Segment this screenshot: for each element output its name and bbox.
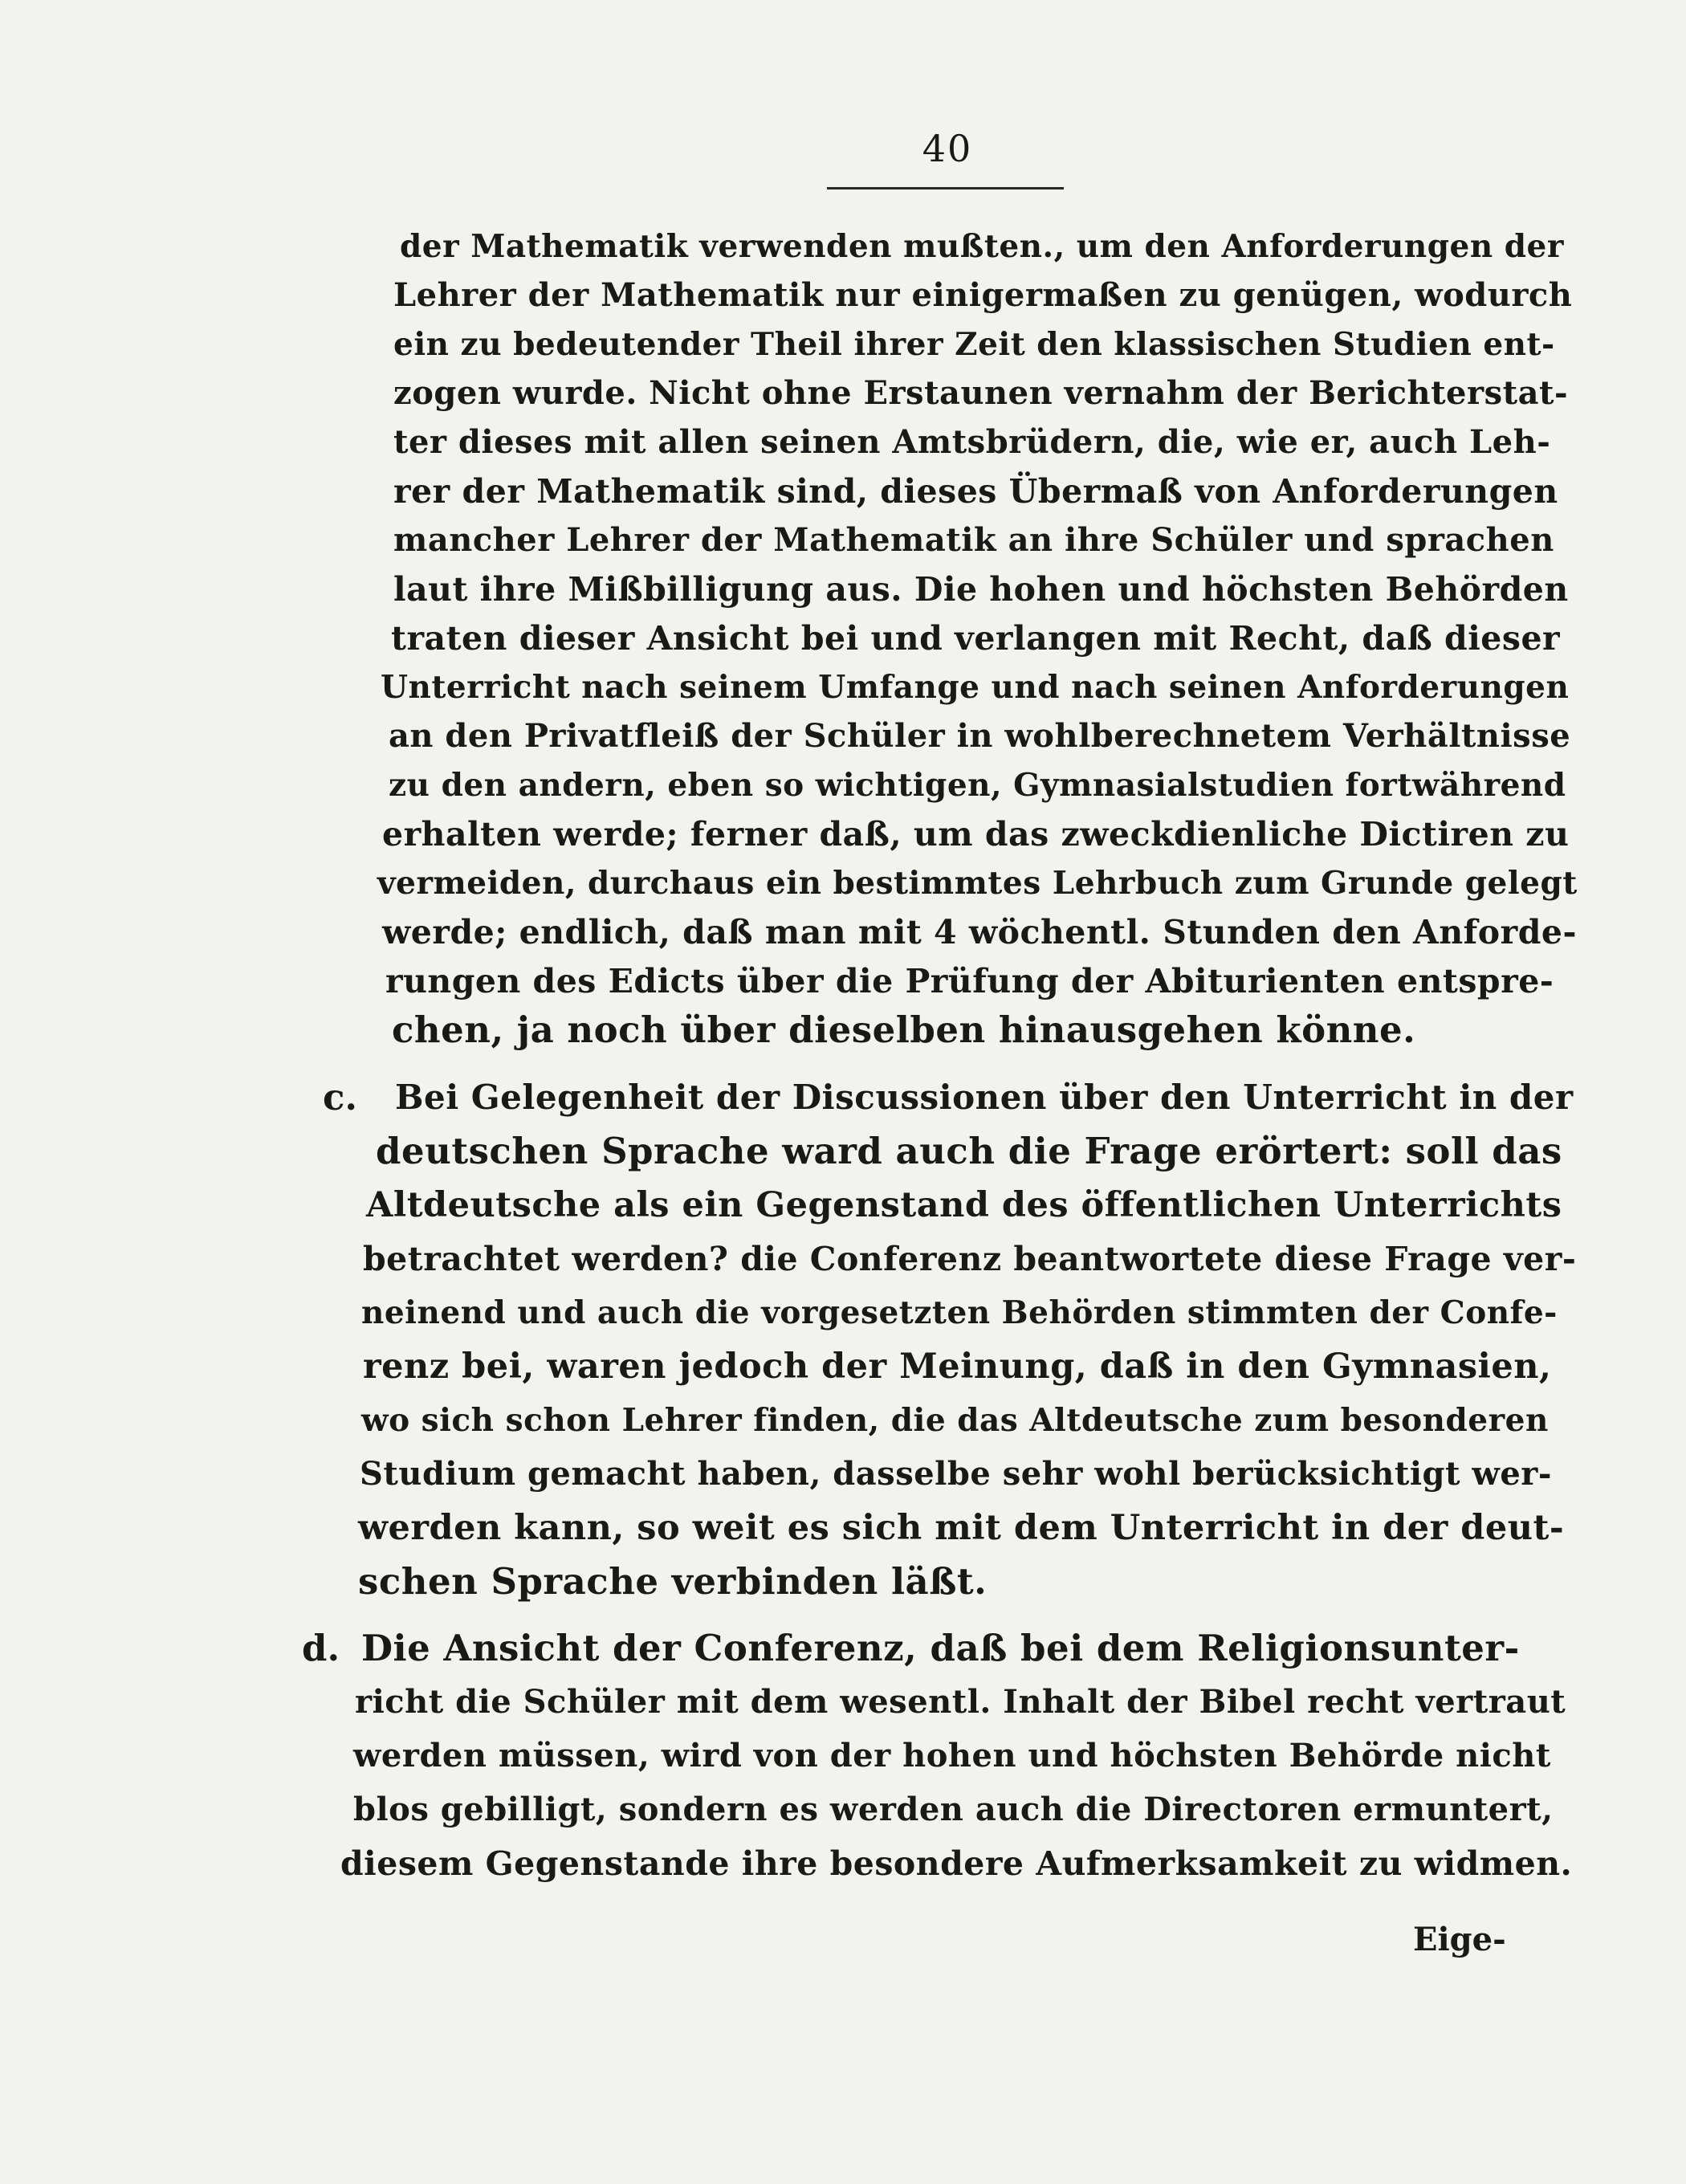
text-line: rungen des Edicts über die Prüfung der Abiturienten entspre- — [385, 962, 1554, 1000]
text-line: der Mathematik verwenden mußten., um den Anforderungen der — [400, 228, 1564, 265]
text-line: laut ihre Mißbilligung aus. Die hohen und höchsten Behörden — [393, 570, 1569, 609]
text-line: an den Privatfleiß der Schüler in wohlberechnetem Verhältnisse — [389, 717, 1571, 755]
text-line: vermeiden, durchaus ein bestimmtes Lehrbuch zum Grunde gelegt — [377, 865, 1578, 902]
text-line: renz bei, waren jedoch der Meinung, daß in den Gymnasien, — [363, 1347, 1552, 1387]
text-line: neinend und auch die vorgesetzten Behörden stimmten der Confe- — [361, 1294, 1558, 1331]
text-line: betrachtet werden? die Conferenz beantwortete diese Frage ver- — [363, 1240, 1577, 1278]
text-line: chen, ja noch über dieselben hinausgehen könne. — [392, 1008, 1416, 1051]
text-line: mancher Lehrer der Mathematik an ihre Schüler und sprachen — [393, 521, 1554, 559]
text-line: Lehrer der Mathematik nur einigermaßen zu genügen, wodurch — [393, 276, 1573, 314]
paragraph-label: c. — [323, 1076, 358, 1118]
text-line: wo sich schon Lehrer finden, die das Altdeutsche zum besonderen — [361, 1402, 1549, 1439]
text-line: ter dieses mit allen seinen Amtsbrüdern, die, wie er, auch Leh- — [393, 423, 1551, 461]
text-line: erhalten werde; ferner daß, um das zweckdienliche Dictiren zu — [382, 815, 1570, 854]
paragraph-label: d. — [302, 1627, 340, 1669]
text-line: werden kann, so weit es sich mit dem Unterricht in der deut- — [358, 1508, 1565, 1548]
text-line: werden müssen, wird von der hohen und höchsten Behörde nicht — [353, 1737, 1551, 1774]
text-line: ein zu bedeutender Theil ihrer Zeit den klassischen Studien ent- — [393, 326, 1555, 363]
page-number: 40 — [922, 127, 973, 170]
text-line: schen Sprache verbinden läßt. — [358, 1560, 988, 1603]
header-rule — [827, 187, 1064, 189]
text-line: richt die Schüler mit dem wesentl. Inhalt der Bibel recht vertraut — [355, 1683, 1566, 1721]
text-line: blos gebilligt, sondern es werden auch die Directoren ermuntert, — [353, 1791, 1554, 1828]
text-line: diesem Gegenstande ihre besondere Aufmerksamkeit zu widmen. — [340, 1844, 1573, 1883]
text-line: traten dieser Ansicht bei und verlangen mit Recht, daß dieser — [391, 619, 1561, 658]
catchword: Eige- — [1413, 1921, 1506, 1958]
text-line: Die Ansicht der Conferenz, daß bei dem Religionsunter- — [361, 1627, 1520, 1669]
text-line: Unterricht nach seinem Umfange und nach seinen Anforderungen — [381, 669, 1570, 706]
text-line: zogen wurde. Nicht ohne Erstaunen vernahm der Berichterstat- — [393, 374, 1569, 412]
text-line: Studium gemacht haben, dasselbe sehr wohl berücksichtigt wer- — [360, 1455, 1552, 1493]
text-line: Altdeutsche als ein Gegenstand des öffentlichen Unterrichts — [366, 1185, 1562, 1225]
text-line: rer der Mathematik sind, dieses Übermaß von Anforderungen — [393, 472, 1558, 511]
text-line: zu den andern, eben so wichtigen, Gymnasialstudien fortwährend — [389, 767, 1566, 804]
text-line: deutschen Sprache ward auch die Frage erörtert: soll das — [376, 1130, 1562, 1172]
text-line: Bei Gelegenheit der Discussionen über den Unterricht in der — [395, 1078, 1574, 1117]
text-line: werde; endlich, daß man mit 4 wöchentl. Stunden den Anforde- — [382, 913, 1578, 951]
